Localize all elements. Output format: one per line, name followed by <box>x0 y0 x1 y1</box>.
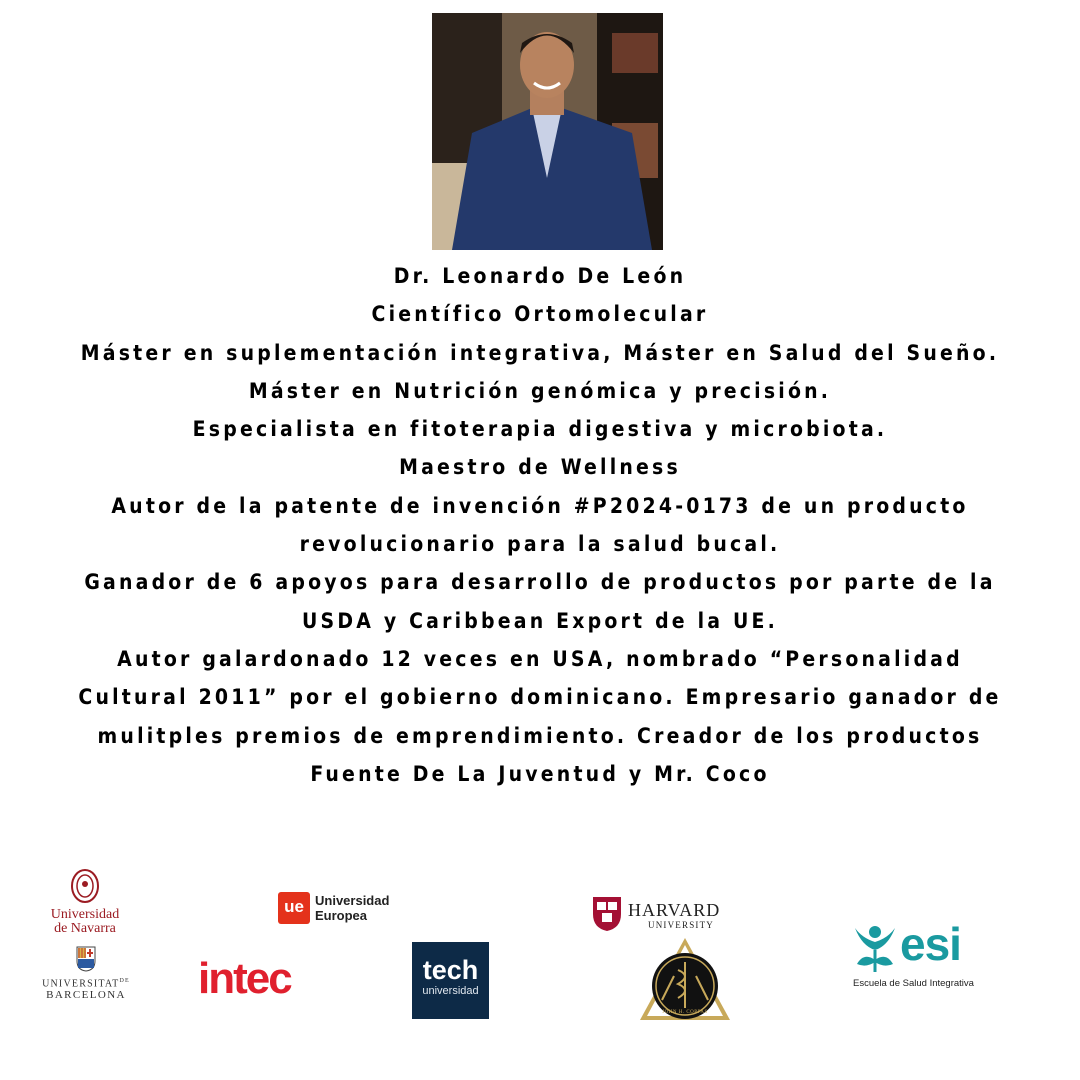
barcelona-line2: BARCELONA <box>46 989 126 1002</box>
portrait-illustration <box>432 13 663 250</box>
barcelona-shield-icon <box>76 946 96 972</box>
europea-line1: Universidad <box>315 893 390 908</box>
bio-line: Autor de la patente de invención #P2024-0173 de un producto <box>111 493 969 518</box>
intec-logo: intec <box>198 954 291 1003</box>
bio-line: Fuente De La Juventud y Mr. Coco <box>310 761 770 786</box>
universitat-de-barcelona-logo <box>40 946 132 1001</box>
tech-line2: universidad <box>422 985 479 997</box>
bio-line: Científico Ortomolecular <box>371 302 709 327</box>
bio-line: Especialista en fitoterapia digestiva y microbiota. <box>192 417 888 442</box>
bio-line: Máster en suplementación integrativa, Máster en Salud del Sueño. <box>80 340 1000 365</box>
tech-line1: tech <box>422 955 479 985</box>
bio-name: Dr. Leonardo De León <box>393 264 687 288</box>
europea-mark-icon: ue <box>278 892 310 924</box>
barcelona-line1-main: UNIVERSITAT <box>42 978 120 990</box>
bio-line: Ganador de 6 apoyos para desarrollo de productos por parte de la <box>84 570 996 595</box>
europea-line2: Europea <box>315 908 368 923</box>
barcelona-line1 <box>40 976 132 989</box>
universidad-de-navarra-logo <box>40 868 130 936</box>
harvard-line2: UNIVERSITY <box>648 920 714 930</box>
profile-photo <box>432 13 663 250</box>
bio-line: Cultural 2011” por el gobierno dominicano. Empresario ganador de <box>78 685 1002 710</box>
bio-line: Máster en Nutrición genómica y precisión. <box>248 378 832 403</box>
coppas-emblem-logo <box>638 936 732 1026</box>
harvard-line1: HARVARD <box>628 900 721 920</box>
navarra-line2: de Navarra <box>54 921 116 936</box>
esi-mark: esi <box>900 918 961 970</box>
tech-universidad-logo <box>412 942 489 1019</box>
barcelona-line1-small: DE <box>119 978 130 984</box>
bio-line: Autor galardonado 12 veces en USA, nombrado “Personalidad <box>117 646 963 671</box>
harvard-shield-icon <box>592 896 622 932</box>
navarra-seal-icon <box>70 868 100 904</box>
esi-logo <box>848 918 988 994</box>
esi-figure-icon <box>852 924 898 974</box>
bio-line: USDA y Caribbean Export de la UE. <box>301 608 778 633</box>
harvard-university-logo <box>592 896 732 936</box>
navarra-line1: Universidad <box>50 907 120 922</box>
bio-line: revolucionario para la salud bucal. <box>299 532 781 557</box>
bio-line: Maestro de Wellness <box>399 455 681 480</box>
esi-tagline: Escuela de Salud Integrativa <box>853 978 974 989</box>
coppas-name: JOHN H. COPPAS <box>662 1010 708 1015</box>
bio-line: mulitples premios de emprendimiento. Creador de los productos <box>97 723 983 748</box>
bio-text <box>60 257 1020 793</box>
